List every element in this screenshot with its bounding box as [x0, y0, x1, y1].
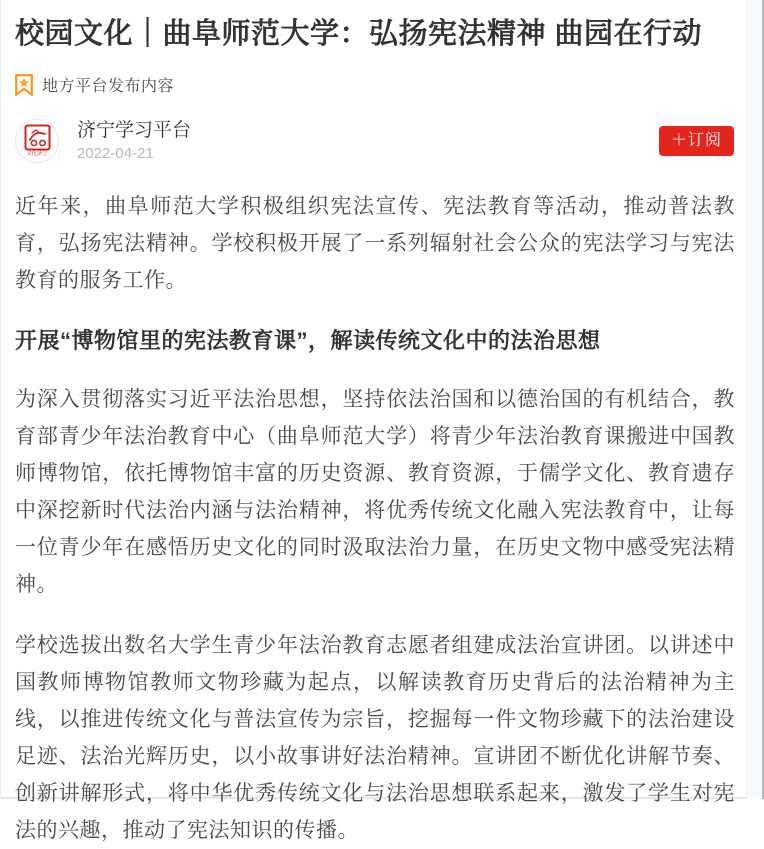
publisher-row: [15, 118, 735, 164]
article-paragraph-3: 学校选拔出数名大学生青少年法治教育志愿者组建成法治宣讲团。以讲述中国教师博物馆教师文物珍藏为起点，以解读教育历史背后的法治精神为主线，以推进传统文化与普法宣传为宗旨，挖掘每一件文物珍藏下的法治建设足迹、法治光辉历史，以小故事讲好法治精神。宣讲团不断优化讲解节奏、创新讲解形式，将中华优秀传统文化与法治思想联系起来，激发了学生对宪法的兴趣，推动了宪法知识的传播。: [15, 634, 735, 842]
source-badge: [15, 73, 735, 96]
scrollbar-track[interactable]: [746, 0, 764, 799]
page-title: 校园文化｜曲阜师范大学：弘扬宪法精神 曲园在行动: [15, 18, 703, 50]
article-body: [15, 188, 735, 849]
source-badge-label: 地方平台发布内容: [42, 78, 175, 95]
publisher-avatar[interactable]: [15, 119, 59, 163]
article-subheading: 开展“博物馆里的宪法教育课”，解读传统文化中的法治思想: [15, 328, 601, 353]
publisher-name[interactable]: 济宁学习平台: [77, 119, 192, 141]
article-paragraph-1: 近年来，曲阜师范大学积极组织宪法宣传、宪法教育等活动，推动普法教育，弘扬宪法精神。学校积极开展了一系列辐射社会公众的宪法学习与宪法教育的服务工作。: [15, 195, 735, 292]
article-paragraph-2: 为深入贯彻落实习近平法治思想，坚持依法治国和以德治国的有机结合，教育部青少年法治教育中心（曲阜师范大学）将青少年法治教育课搬进中国教师博物馆，依托博物馆丰富的历史资源、教育资源，于儒学文化、教育遗存中深挖新时代法治内涵与法治精神，将优秀传统文化融入宪法教育中，让每一位青少年在感悟历史文化的同时汲取法治力量，在历史文物中感受宪法精神。: [15, 388, 735, 596]
subscribe-button[interactable]: ＋订阅: [659, 126, 734, 156]
publisher-meta: [77, 119, 191, 164]
seal-logo-icon: [24, 124, 51, 151]
avatar-caption: 文化济宁: [26, 151, 48, 157]
article-page: [1, 0, 746, 842]
bookmark-star-icon: [15, 74, 33, 96]
publish-date: 2022-04-21: [77, 144, 154, 162]
